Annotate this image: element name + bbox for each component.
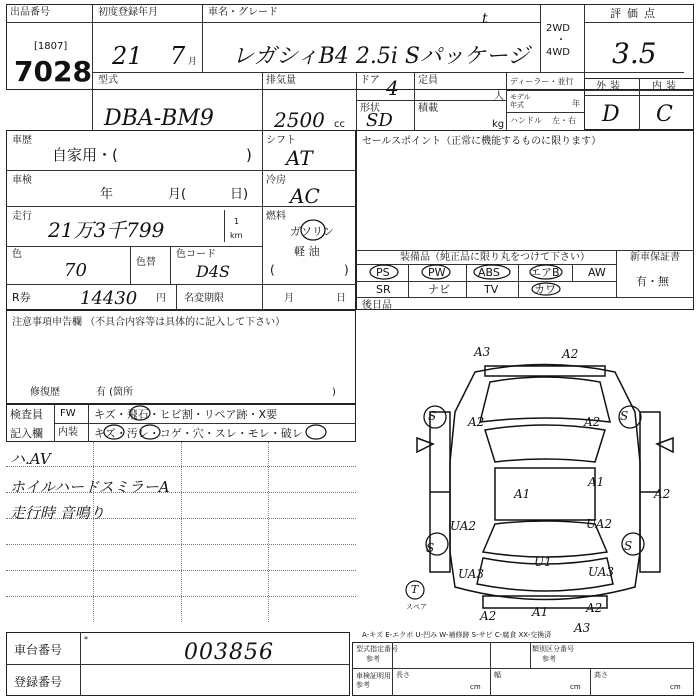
name-change-label: 名変期限 bbox=[184, 293, 224, 304]
score-value: 3.5 bbox=[612, 37, 657, 70]
color-code-value: D4S bbox=[196, 262, 230, 281]
mileage-unit2: km bbox=[230, 231, 243, 240]
cm-unit: cm bbox=[470, 683, 481, 691]
inspector-label-2: 記入欄 bbox=[10, 427, 43, 440]
interior-value: C bbox=[656, 102, 673, 127]
equipment-item: ABS bbox=[478, 266, 500, 279]
inspector-label-1: 検査員 bbox=[10, 408, 43, 421]
color-change-label: 色替 bbox=[136, 257, 156, 268]
diagram-label: A2 bbox=[468, 415, 485, 429]
exterior-value: D bbox=[602, 102, 620, 127]
load-unit: kg bbox=[492, 119, 505, 130]
mileage-unit1: 1 bbox=[234, 217, 240, 226]
diagram-label: UA3 bbox=[458, 567, 485, 581]
mileage-label: 走行 bbox=[12, 211, 32, 222]
equipment-item: PS bbox=[376, 266, 390, 279]
spare-tire-sub: スペア bbox=[406, 603, 427, 611]
class-ref-label: 参考 bbox=[542, 655, 556, 663]
diagram-label: A2 bbox=[654, 487, 671, 501]
repair-close: ) bbox=[332, 387, 336, 398]
equipment-item: エアB bbox=[530, 266, 560, 279]
handwritten-note: 走行時 音鳴り bbox=[10, 504, 105, 522]
diagram-label: S bbox=[428, 409, 437, 423]
width-label: 幅 bbox=[494, 671, 501, 679]
sales-point-label: セールスポイント（正常に機能するものに限ります） bbox=[362, 136, 602, 147]
displacement-unit: cc bbox=[334, 119, 345, 130]
aircon-label: 冷房 bbox=[266, 175, 286, 186]
equipment-item: カワ bbox=[534, 283, 556, 296]
diagram-label: A2 bbox=[562, 347, 579, 361]
chassis-label: 車台番号 bbox=[14, 643, 63, 657]
shift-label: シフト bbox=[266, 135, 296, 146]
shift-value: AT bbox=[286, 146, 313, 170]
reg-year: 21 bbox=[112, 42, 143, 70]
name-change-day: 日 bbox=[336, 293, 346, 304]
height-label: 高さ bbox=[594, 671, 608, 679]
interior-label: 内装 bbox=[652, 81, 680, 92]
repair-value: 有 (箇所 bbox=[96, 387, 134, 398]
interior-inspect-label: 内装 bbox=[58, 427, 78, 438]
mileage-value: 21万3千799 bbox=[48, 218, 165, 242]
lot-label: 出品番号 bbox=[10, 7, 50, 18]
name-change-month: 月 bbox=[284, 293, 294, 304]
equipment-item: PW bbox=[428, 266, 446, 279]
model-value: DBA-BM9 bbox=[104, 106, 214, 131]
repair-label: 修復歴 bbox=[30, 387, 60, 398]
load-label: 積載 bbox=[418, 103, 438, 114]
cm-unit: cm bbox=[570, 683, 581, 691]
fuel-circle-mark bbox=[298, 218, 328, 242]
car-name-value: レガシィB4 2.5i Sパッケージ bbox=[232, 44, 530, 69]
spec-frame bbox=[352, 642, 694, 696]
diagram-label: A2 bbox=[584, 415, 601, 429]
fw-label: FW bbox=[60, 408, 76, 419]
wd-sep: ・ bbox=[556, 35, 566, 46]
damage-legend: A-キズ E-エクボ U-凹み W-補修跡 S-サビ C-腐食 XX-交換済 bbox=[362, 631, 552, 639]
diagram-label: A3 bbox=[474, 345, 491, 359]
displacement-value: 2500 bbox=[274, 108, 325, 132]
fuel-gasoline: ガソリン bbox=[290, 225, 334, 238]
history-close: ) bbox=[246, 146, 252, 164]
notes-label: 注意事項申告欄 （不具合内容等は具体的に記入して下さい） bbox=[12, 317, 286, 328]
inspector-circle-marks bbox=[90, 403, 350, 443]
diagram-label: UA2 bbox=[586, 517, 613, 531]
wd2-label: 2WD bbox=[546, 23, 570, 34]
capacity-label: 定員 bbox=[418, 75, 438, 86]
inspection-month: 月( bbox=[168, 187, 187, 202]
equipment-item: SR bbox=[376, 283, 391, 296]
capacity-unit: 人 bbox=[494, 91, 504, 102]
wd4-label: 4WD bbox=[546, 47, 570, 58]
later-date-label: 後日品 bbox=[362, 300, 392, 311]
equipment-item: ナビ bbox=[428, 283, 450, 296]
warranty-value: 有・無 bbox=[636, 275, 669, 288]
inspection-year: 年 bbox=[100, 187, 114, 202]
interior-inspect-items: キズ・汚レ・コゲ・穴・スレ・モレ・破レ bbox=[94, 427, 303, 440]
diagram-label: A2 bbox=[480, 609, 497, 623]
dealer-label: ディーラー・並行 bbox=[510, 77, 574, 86]
fw-items: キズ・飛石・ヒビ割・リペア跡・X要 bbox=[94, 408, 278, 421]
diagram-label: A1 bbox=[588, 475, 605, 489]
name-label: 車名・グレード bbox=[208, 7, 278, 18]
displacement-label: 排気量 bbox=[266, 75, 296, 86]
color-code-label: 色コード bbox=[176, 249, 216, 260]
r-ticket-unit: 円 bbox=[156, 293, 166, 304]
diagram-label: UA2 bbox=[450, 519, 477, 533]
chassis-number: 003856 bbox=[184, 640, 274, 665]
aircon-value: AC bbox=[290, 184, 320, 208]
fuel-paren-open: ( bbox=[270, 263, 275, 277]
handwritten-note: ハ.AV bbox=[10, 450, 51, 468]
color-value: 70 bbox=[64, 260, 87, 281]
handle-label: ハンドル bbox=[510, 116, 542, 125]
reg-month: 7 bbox=[170, 42, 186, 70]
shape-value: SD bbox=[366, 110, 393, 131]
diagram-label: UA3 bbox=[588, 565, 615, 579]
score-label: 評価点 bbox=[610, 7, 661, 20]
history-value: 自家用・( bbox=[52, 146, 118, 164]
diagram-label: U1 bbox=[534, 555, 552, 569]
spare-tire-label: T bbox=[411, 583, 419, 596]
fuel-paren-close: ) bbox=[344, 263, 349, 277]
color-label: 色 bbox=[12, 249, 22, 260]
handwritten-note: ホイルハードスミラーA bbox=[10, 478, 170, 496]
diagram-label: S bbox=[620, 409, 629, 423]
fuel-light-oil: 軽 油 bbox=[294, 245, 320, 258]
equipment-circle-marks bbox=[356, 263, 616, 297]
class-label: 類別区分番号 bbox=[532, 645, 574, 653]
inspection-label: 車検 bbox=[12, 175, 32, 186]
lot-number: 7028 bbox=[14, 55, 92, 88]
diagram-label: A1 bbox=[514, 487, 531, 501]
car-name-mark: t bbox=[482, 11, 488, 27]
warranty-label: 新車保証書 bbox=[630, 252, 680, 263]
cm-unit: cm bbox=[670, 683, 681, 691]
diagram-label: A3 bbox=[574, 621, 591, 635]
chassis-mark: * bbox=[84, 635, 88, 644]
model-label: 型式 bbox=[98, 75, 118, 86]
equipment-item: AW bbox=[588, 266, 606, 279]
history-label: 車歴 bbox=[12, 135, 32, 146]
cert-label: 型式指定番号 bbox=[356, 645, 398, 653]
size-label: 車検証明用 参考 bbox=[356, 672, 391, 690]
inspection-day: 日) bbox=[230, 187, 249, 202]
reg-month-unit: 月 bbox=[188, 57, 198, 67]
lot-code: [1807] bbox=[34, 41, 68, 52]
equipment-label: 装備品（純正品に限り丸をつけて下さい） bbox=[400, 252, 590, 263]
doors-label: ドア bbox=[360, 75, 380, 86]
diagram-label: S bbox=[624, 539, 633, 553]
year-unit: 年 bbox=[572, 99, 580, 108]
doors-value: 4 bbox=[386, 76, 399, 100]
diagram-label: A1 bbox=[532, 605, 549, 619]
handle-options: 左・右 bbox=[552, 116, 576, 125]
shape-label: 形状 bbox=[360, 103, 380, 114]
exterior-label: 外装 bbox=[596, 81, 624, 92]
equipment-item: TV bbox=[484, 283, 499, 296]
year-label: 初度登録年月 bbox=[98, 7, 158, 18]
length-label: 長さ bbox=[396, 671, 410, 679]
registration-no-label: 登録番号 bbox=[14, 675, 63, 689]
diagram-label: A2 bbox=[586, 601, 603, 615]
car-diagram bbox=[395, 352, 695, 622]
fuel-label: 燃料 bbox=[266, 211, 286, 222]
r-ticket-label: R券 bbox=[12, 291, 31, 304]
r-ticket-value: 14430 bbox=[80, 288, 138, 309]
model-year-label: モデル 年式 bbox=[510, 93, 531, 109]
diagram-label: S bbox=[426, 541, 435, 555]
notes-grid bbox=[6, 442, 356, 622]
cert-ref-label: 参考 bbox=[366, 655, 380, 663]
